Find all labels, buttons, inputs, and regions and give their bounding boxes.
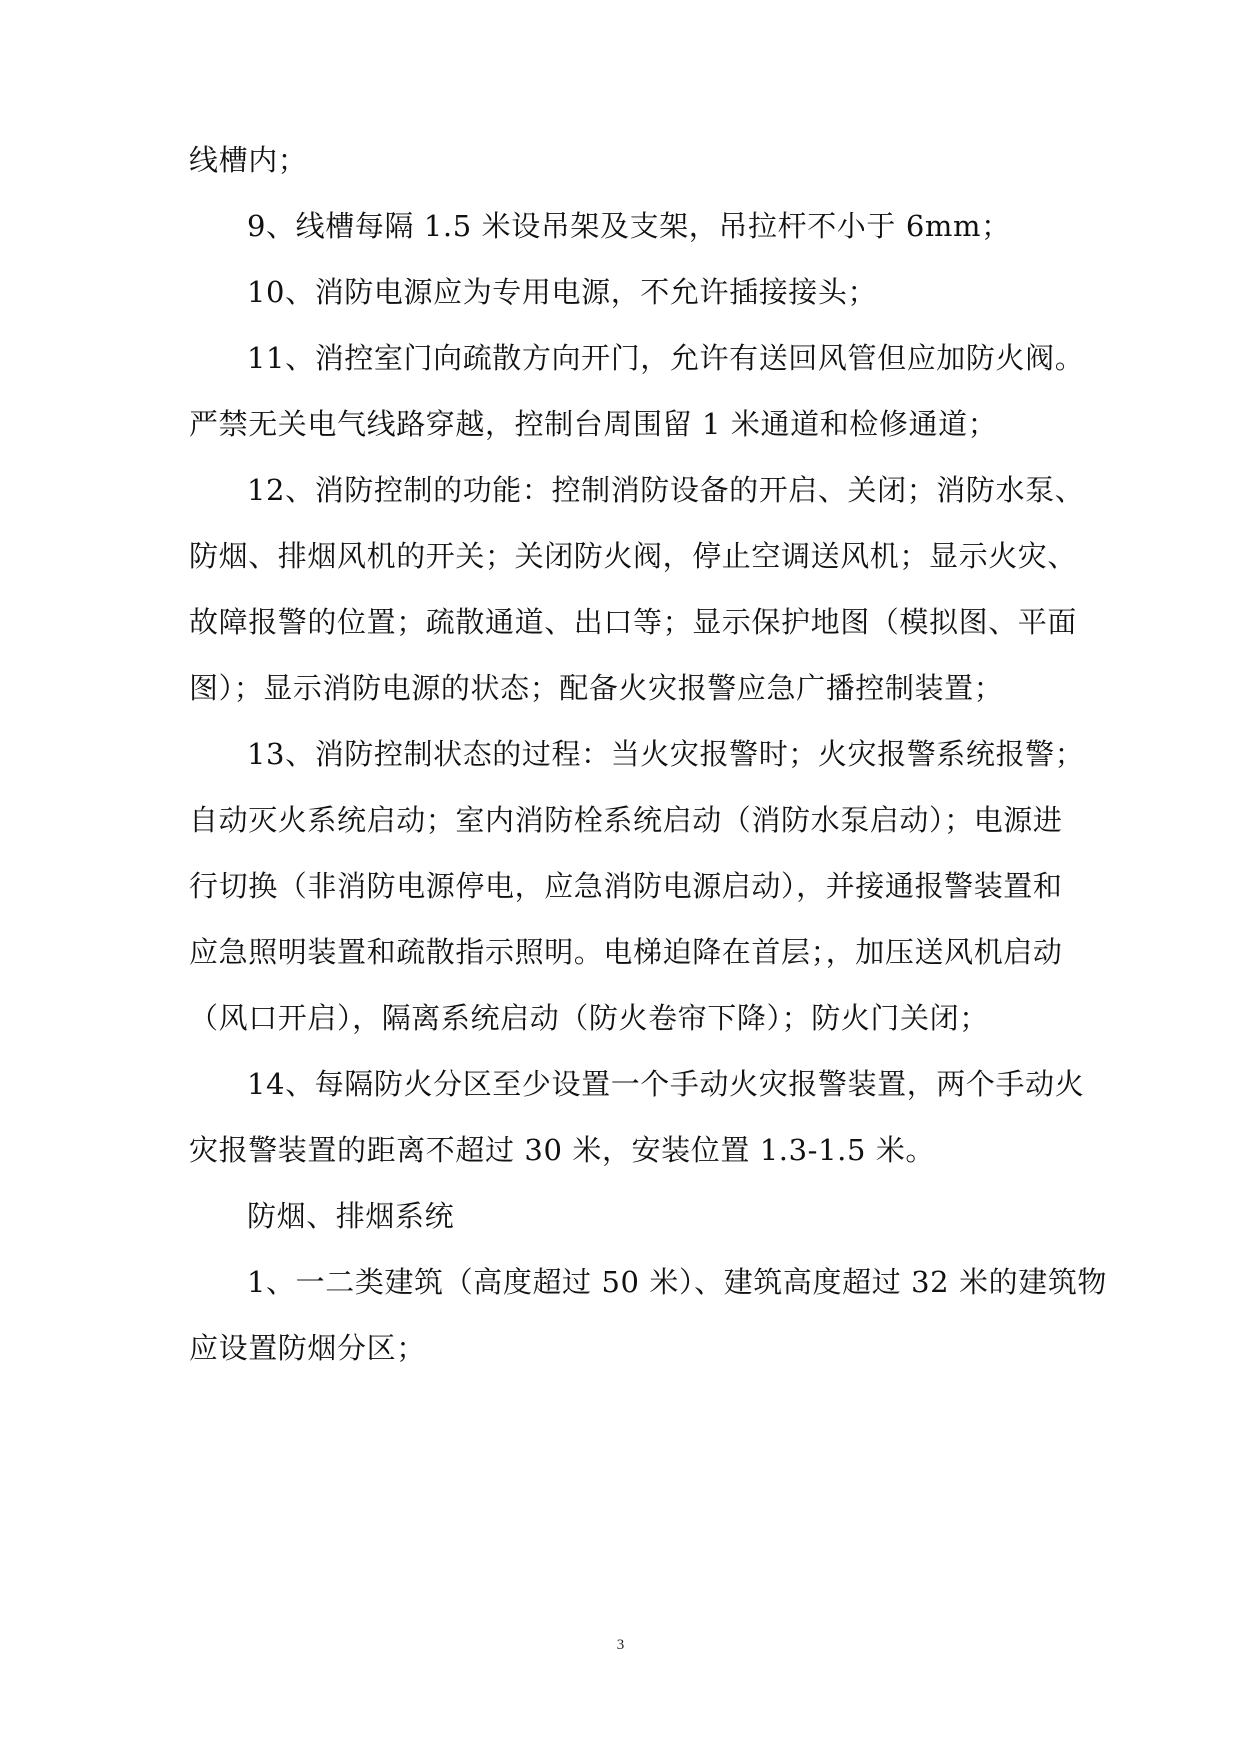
text-line: 14、每隔防火分区至少设置一个手动火灾报警装置，两个手动火 — [247, 1067, 1085, 1101]
text-line: 9、线槽每隔 1.5 米设吊架及支架，吊拉杆不小于 6mm； — [247, 209, 1011, 243]
text-line: 应设置防烟分区； — [189, 1331, 426, 1365]
text-line: 应急照明装置和疏散指示照明。电梯迫降在首层；，加压送风机启动 — [189, 935, 1063, 969]
text-line: 灾报警装置的距离不超过 30 米，安装位置 1.3-1.5 米。 — [189, 1133, 936, 1167]
section-heading: 防烟、排烟系统 — [247, 1199, 455, 1233]
text-line: 11、消控室门向疏散方向开门，允许有送回风管但应加防火阀。 — [247, 341, 1085, 375]
text-line: 防烟、排烟风机的开关；关闭防火阀，停止空调送风机；显示火灾、 — [189, 539, 1078, 573]
text-line: 故障报警的位置；疏散通道、出口等；显示保护地图（模拟图、平面 — [189, 605, 1078, 639]
text-line: 13、消防控制状态的过程：当火灾报警时；火灾报警系统报警； — [247, 737, 1085, 771]
text-line: 行切换（非消防电源停电，应急消防电源启动），并接通报警装置和 — [189, 869, 1063, 903]
text-line: 严禁无关电气线路穿越，控制台周围留 1 米通道和检修通道； — [189, 407, 998, 441]
text-line: 自动灭火系统启动；室内消防栓系统启动（消防水泵启动）；电源进 — [189, 803, 1063, 837]
text-line: 12、消防控制的功能：控制消防设备的开启、关闭；消防水泵、 — [247, 473, 1085, 507]
page-number: 3 — [616, 1637, 625, 1653]
text-line: 10、消防电源应为专用电源，不允许插接接头； — [247, 275, 878, 309]
text-line: 线槽内； — [189, 143, 308, 177]
text-line: 1、一二类建筑（高度超过 50 米）、建筑高度超过 32 米的建筑物 — [247, 1265, 1108, 1299]
text-line: 图）；显示消防电源的状态；配备火灾报警应急广播控制装置； — [189, 671, 1004, 705]
text-line: （风口开启），隔离系统启动（防火卷帘下降）；防火门关闭； — [189, 1001, 989, 1035]
